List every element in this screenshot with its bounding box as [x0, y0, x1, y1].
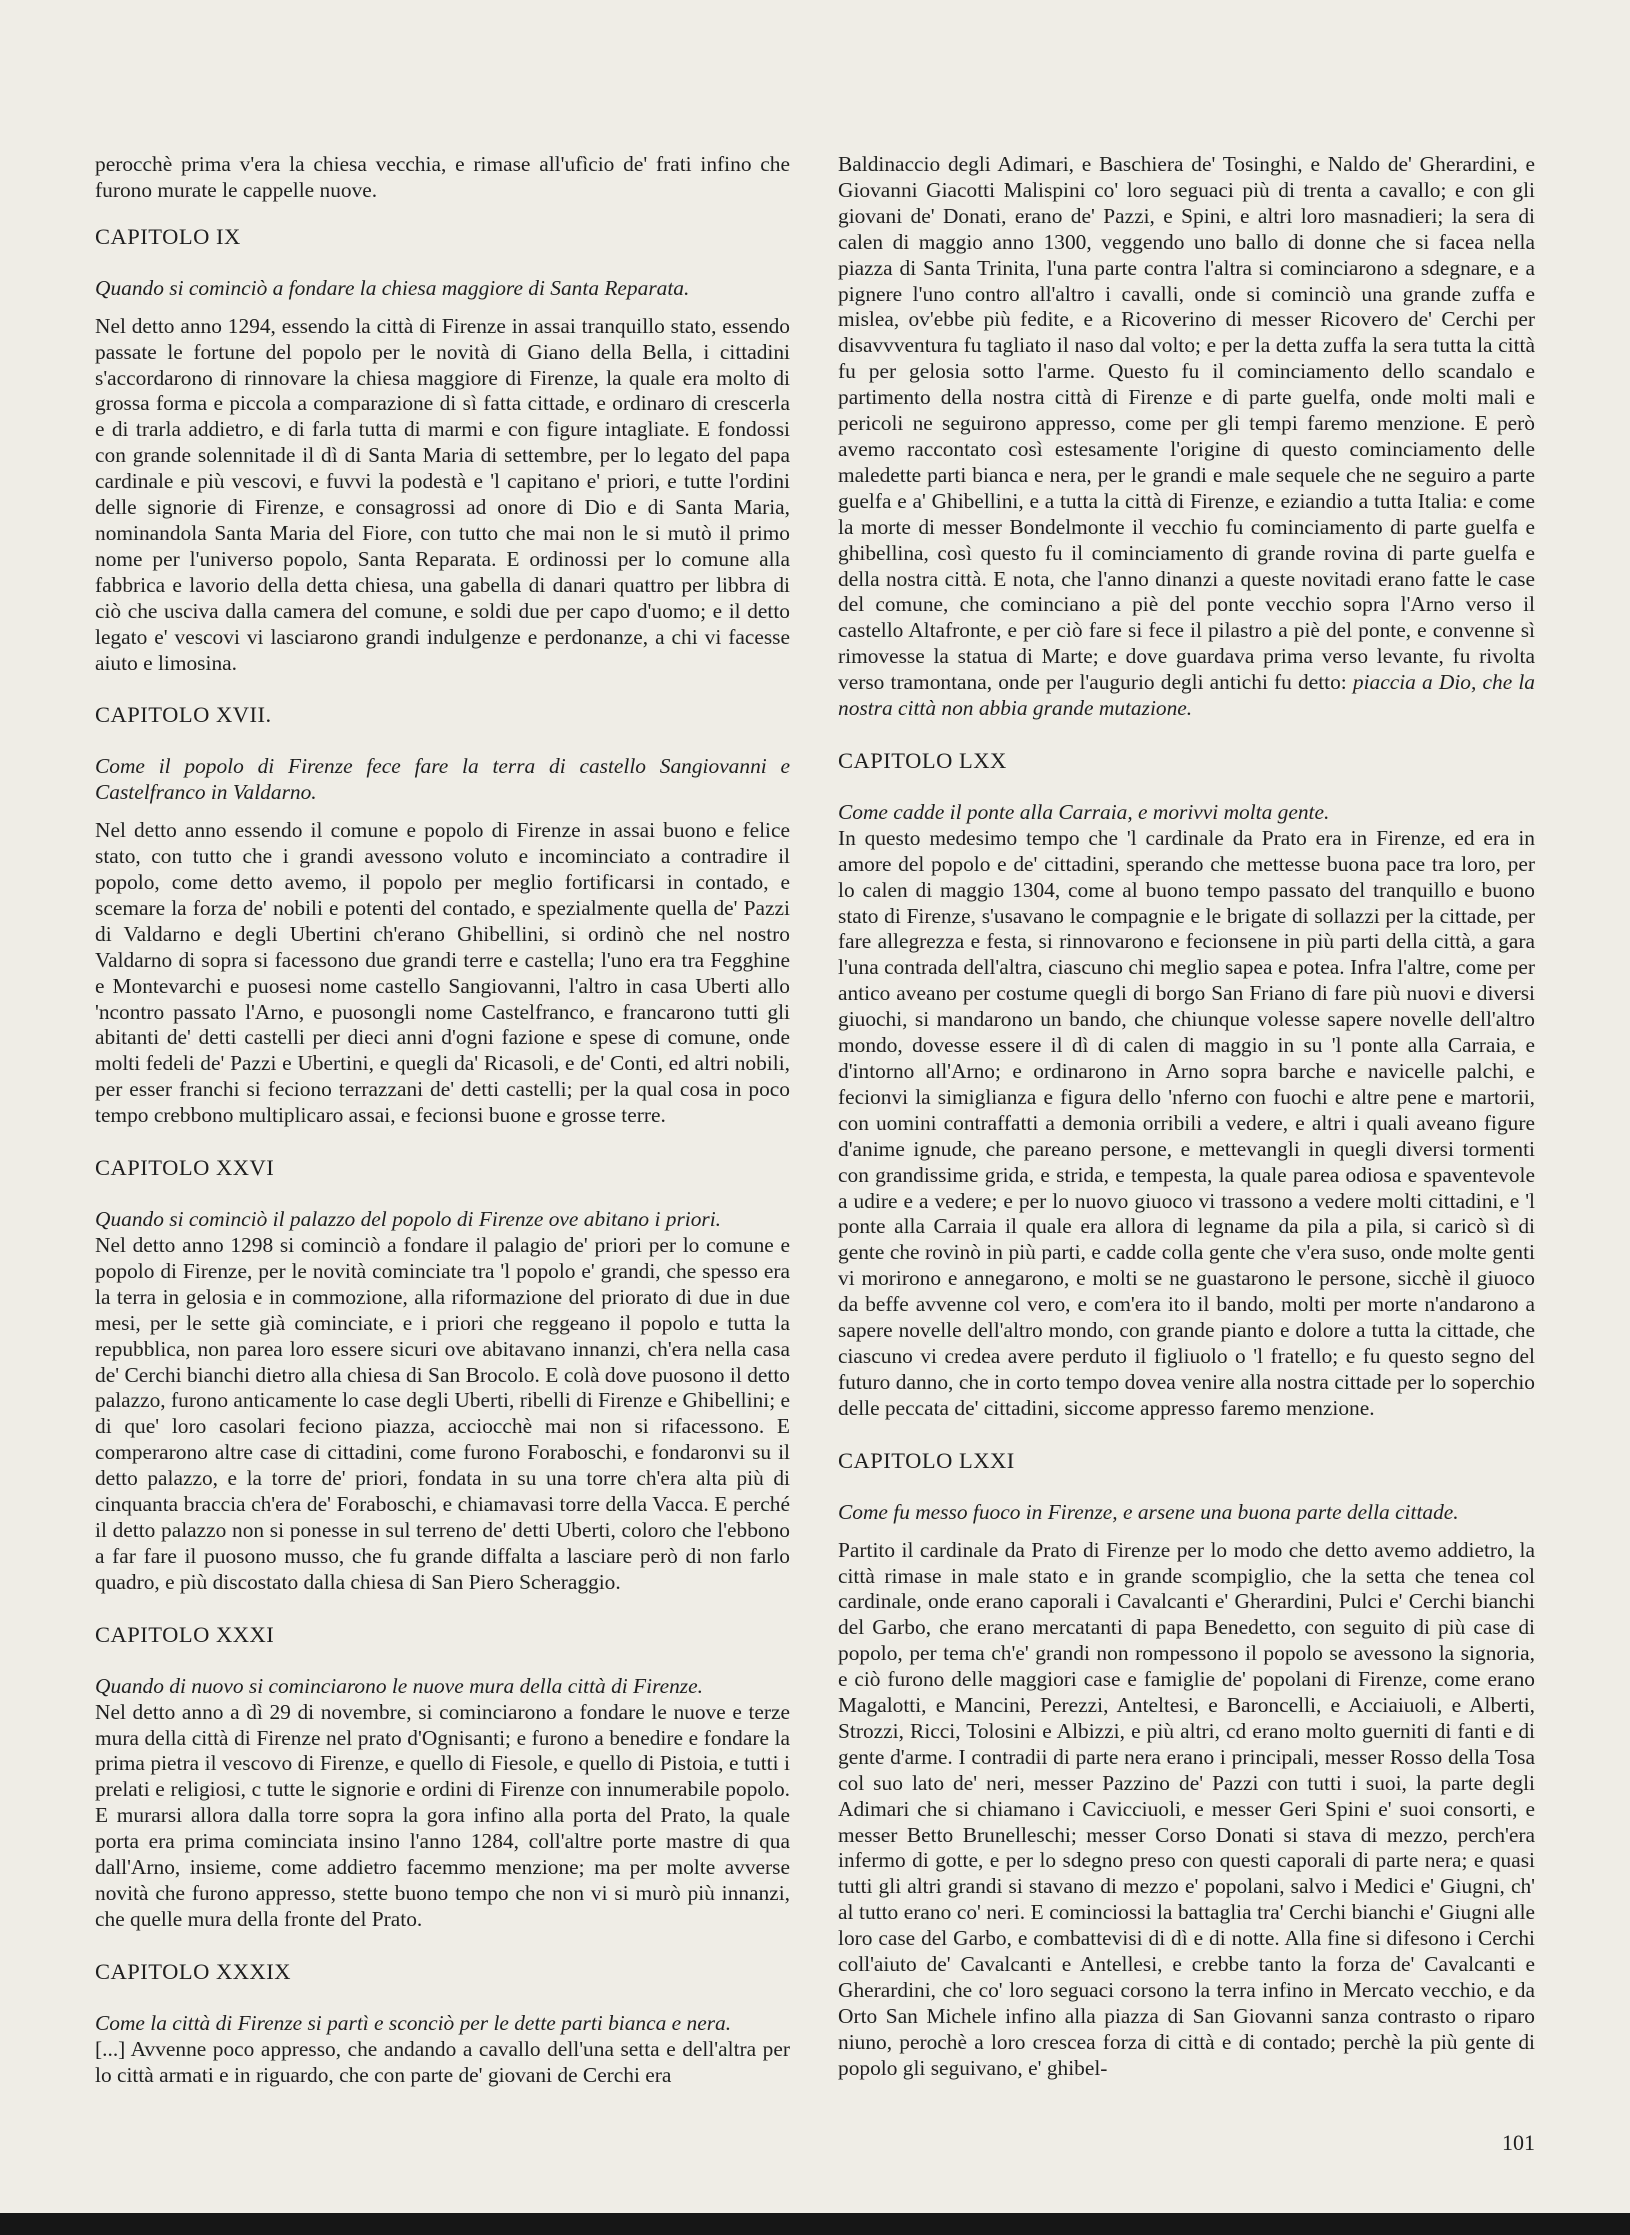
- chapter-31-text: Nel detto anno a dì 29 di novembre, si cominciarono a fondare le nuove e terze mura della città di Firenze nel prato d'Ognisanti; e furono a benedire e fondare la prima pietra il vescovo di Firenze, e quello di Fiesole, e quello di Pistoia, e tutti i prelati e religiosi, c tutte le signorie e ordini di Firenze con innumerabile popolo. E murarsi allora dalla torre sopra la gora infino alla porta del Prato, la quale porta era prima cominciata insino l'anno 1284, coll'altre porte mastre di qua dall'Arno, insieme, come addietro facemmo menzione; ma per molte avverse novità che furono appresso, stette buono tempo che non vi si murò più innanzi, che quelle mura della fronte del Prato.: [95, 1699, 790, 1931]
- continuation-italic-quote: piaccia a Dio, che la nostra città non abbia grande mutazione.: [838, 670, 1535, 721]
- chapter-9-title: CAPITOLO IX: [95, 223, 241, 249]
- chapter-71-title: CAPITOLO LXXI: [838, 1447, 1015, 1473]
- chapter-70-title: CAPITOLO LXX: [838, 747, 1007, 773]
- chapter-17-subtitle: Come il popolo di Firenze fece fare la terra di castello Sangiovanni e Castelfranco in Valdarno.: [95, 754, 790, 805]
- scan-edge: [0, 2213, 1630, 2235]
- chapter-70-text: In questo medesimo tempo che 'l cardinale da Prato era in Firenze, ed era in amore del popolo e de' cittadini, sperando che mettesse buona pace tra loro, per lo calen di maggio 1304, come al buono tempo passato del tranquillo e buono stato di Firenze, s'usavano le compagnie e le brigate di sollazzi per la cittade, per fare allegrezza e festa, si rinnovarono e fecionsene in più parti della città, a gara l'una contrada dell'altra, ciascuno chi meglio sapea e potea. Infra l'altre, come per antico aveano per costume quegli di borgo San Friano di fare più nuovi e diversi giuochi, si mandarono un bando, che chiunque volesse sapere novelle dell'altro mondo, dovesse essere il dì di calen di maggio in su 'l ponte alla Carraia, e d'intorno all'Arno; e ordinarono in Arno sopra barche e navicelle palchi, e fecionvi la simiglianza e figura dello 'nferno con fuochi e altre pene e martorii, con uomini contraffatti a demonia orribili a vedere, e altri i quali aveano figure d'anime ignude, che pareano persone, e mettevangli in quegli diversi tormenti con grandissime grida, e strida, e tempesta, la quale parea odiosa e spaventevole a udire e a vedere; e per lo nuovo giuoco vi trassono a vedere molti cittadini, e 'l ponte alla Carraia il quale era allora di legname da pila a pila, si caricò sì di gente che rovinò in più parti, e cadde colla gente che v'era suso, onde molte genti vi morirono e annegarono, e molti se ne guastarono le persone, sicchè il giuoco da beffe avvenne col vero, e com'era ito il bando, molti per morte n'andarono a sapere novelle dell'altro mondo, con grande pianto e dolore a tutta la cittade, che ciascuno vi credea avere perduto il figliuolo o 'l fratello; e fu questo segno del futuro danno, che in corto tempo dovea venire alla nostra cittade per lo soperchio delle peccata de' cittadini, siccome appresso faremo menzione.: [838, 825, 1535, 1420]
- chapter-39-text: [...] Avvenne poco appresso, che andando a cavallo dell'una setta e dell'altra per lo città armati e in riguardo, che con parte de' giovani de Cerchi era: [95, 2036, 790, 2087]
- left-column: [95, 152, 790, 2088]
- continuation-text: Baldinaccio degli Adimari, e Baschiera de' Tosinghi, e Naldo de' Gherardini, e Giovanni Giacotti Malispini co' loro seguaci più di trenta a cavallo; e con gli giovani de' Donati, erano de' Pazzi, e Spini, e altri loro masnadieri; la sera di calen di maggio anno 1300, veggendo uno ballo di donne che si facea nella piazza di Santa Trinita, l'una parte contra l'altra si cominciarono a sdegnare, e a pignere l'uno contro all'altro i cavalli, onde si cominciò una grande zuffa e mislea, ov'ebbe più fedite, e a Ricoverino di messer Ricovero de' Cerchi per disavvventura fu tagliato il naso dal volto; e per la detta zuffa la sera tutta la città fu per gelosia sotto l'arme. Questo fu il cominciamento dello scandalo e partimento della nostra città di Firenze e di parte guelfa, onde molti mali e pericoli ne seguirono appresso, come per gli tempi faremo menzione. E però avemo raccontato così estesamente l'origine di questo cominciamento delle maledette parti bianca e nera, per le grandi e male sequele che ne seguiro a parte guelfa e a' Ghibellini, e a tutta la città di Firenze, e eziandio a tutta Italia: e come la morte di messer Bondelmonte il vecchio fu cominciamento di parte guelfa e ghibellina, così questo fu il cominciamento di grande rovina di parte guelfa e della nostra città. E nota, che l'anno dinanzi a queste novitadi erano fatte le case del comune, che cominciano a piè del ponte vecchio sopra l'Arno verso il castello Altafronte, e per ciò fare si fece il pilastro a piè del ponte, e convenne sì rimovesse la statua di Marte; e dove guardava prima verso levante, fu rivolta verso tramontana, onde per l'augurio degli antichi fu detto:: [838, 152, 1535, 695]
- chapter-39-subtitle: Come la città di Firenze si partì e sconciò per le dette parti bianca e nera.: [95, 2010, 732, 2035]
- chapter-70-subtitle: Come cadde il ponte alla Carraia, e morivvi molta gente.: [838, 799, 1330, 824]
- chapter-71-subtitle: Come fu messo fuoco in Firenze, e arsene una buona parte della cittade.: [838, 1499, 1459, 1524]
- chapter-31-title: CAPITOLO XXXI: [95, 1621, 275, 1647]
- chapter-9-text: Nel detto anno 1294, essendo la città di Firenze in assai tranquillo stato, essendo passate le fortune del popolo per le novità di Giano della Bella, i cittadini s'accordarono di rinnovare la chiesa maggiore di Firenze, la quale era molto di grossa forma e piccola a comparazione di sì fatta cittade, e ordinaro di crescerla e di trarla addietro, e di farla tutta di marmi e con figure intagliate. E fondossi con grande solennitade il dì di Santa Maria di settembre, per lo legato del papa cardinale e più vescovi, e fuvvi la podestà e 'l capitano e' priori, e tutte l'ordini delle signorie di Firenze, e consagrossi ad onore di Dio e di Santa Maria, nominandola Santa Maria del Fiore, con tutto che mai non le si mutò il primo nome per l'universo popolo, Santa Reparata. E ordinossi per lo comune alla fabbrica e lavorio della detta chiesa, una gabella di danari quattro per libbra di ciò che usciva dalla camera del comune, e soldi due per capo d'uomo; e il detto legato e' vescovi vi lasciarono grandi indulgenze e perdonanze, a chi vi facesse aiuto e limosina.: [95, 313, 790, 675]
- page-number: 101: [1502, 2130, 1535, 2155]
- chapter-17-text: Nel detto anno essendo il comune e popolo di Firenze in assai buono e felice stato, con tutto che i grandi avessono voluto e incominciato a contradire il popolo, come detto avemo, il popolo per meglio fortificarsi in contado, e scemare la forza de' nobili e potenti del contado, e spezialmente quella de' Pazzi di Valdarno e degli Ubertini ch'erano Ghibellini, si ordinò che nel nostro Valdarno di sopra si facessono due grandi terre e castella; l'uno era tra Fegghine e Montevarchi e puosesi nome castello Sangiovanni, l'altro in casa Uberti allo 'ncontro passato l'Arno, e puosongli nome Castelfranco, e francarono tutti gli abitanti de' detti castelli per dieci anni d'ogni fazione e spese di comune, onde molti fedeli de' Pazzi e Ubertini, e quegli da' Ricasoli, e de' Conti, ed altri nobili, per esser franchi si fecionо terrazzani de' detti castelli; per la qual cosa in poco tempo crebbono multiplicaro assai, e fecionsi buone e grosse terre.: [95, 818, 790, 1128]
- chapter-71-text: Partito il cardinale da Prato di Firenze per lo modo che detto avemo addietro, la città rimase in male stato e in grande scompiglio, che la setta che tenea col cardinale, onde erano caporali i Cavalcanti e' Gherardini, Pulci e' Cerchi bianchi del Garbo, che erano mercatanti di papa Benedetto, con seguito di più case di popolo, per tema ch'e' grandi non rompessono il popolo se avessono la signoria, e ciò furono delle maggiori case e famiglie de' popolani di Firenze, come erano Magalotti, e Mancini, Perezzi, Anteltesi, e Baroncelli, e Acciaiuoli, e Alberti, Strozzi, Ricci, Tolosini e Albizzi, e più altri, cd erano molto guerniti di fanti e di gente d'arme. I contradii di parte nera erano i principali, messer Rosso della Tosa col suo lato de' neri, messer Pazzino de' Pazzi con tutti i suoi, la parte degli Adimari che si chiamano i Cavicciuoli, e messer Geri Spini e' suoi consorti, e messer Betto Brunelleschi; messer Corso Donati si stava di mezzo, perch'era infermo di gotte, e per lo sdegno preso con questi caporali di parte nera; e quasi tutti gli altri grandi si stavano di mezzo e' popolani, salvo i Medici e' Giugni, ch' al tutto erano co' neri. E cominciossi la battaglia tra' Cerchi bianchi e' Giugni alle loro case del Garbo, e combattevisi di dì e di notte. Alla fine si difesono i Cerchi coll'aiuto de' Cavalcanti e Antellesi, e crebbe tanto la forza de' Cavalcanti e Gherardini, che co' loro seguaci corsono la terra infino in Mercato vecchio, e da Orto San Michele infino alla piazza di San Giovanni sanza contrasto o riparo niuno, perochè a loro crescea forza di città e di contado; perchè la più gente di popolo gli seguivano, e' ghibel-: [838, 1537, 1535, 2080]
- right-column: [838, 152, 1535, 2082]
- chapter-9-subtitle: Quando si cominciò a fondare la chiesa maggiore di Santa Reparata.: [95, 275, 690, 300]
- chapter-17-title: CAPITOLO XVII.: [95, 702, 272, 728]
- chapter-26-text: Nel detto anno 1298 si cominciò a fondare il palagio de' priori per lo comune e popolo di Firenze, per le novità cominciate tra 'l popolo e' grandi, che spesso era la terra in gelosia e in commozione, alla riformazione del priorato di due in due mesi, per le sette già cominciate, e i priori che reggeano il popolo e tutta la repubblica, non parea loro essere sicuri ove abitavano innanzi, ch'era nella casa de' Cerchi bianchi dietro alla chiesa di San Brocolo. E colà dove puosono il detto palazzo, furono anticamente lo case degli Uberti, ribelli di Firenze e Ghibellini; e di que' loro casolari feciono piazza, acciocchè mai non si rifacessono. E comperarono altre case di cittadini, come furono Foraboschi, e fondaronvi su il detto palazzo, e la torre de' priori, fondata in su una torre ch'era alta più di cinquanta braccia ch'era de' Foraboschi, e chiamavasi torre della Vacca. E perché il detto palazzo non si ponesse in sul terreno de' detti Uberti, coloro che l'ebbono a far fare il puosono musso, che fu grande diffalta a lasciare però di non farlo quadro, e più discostato dalla chiesa di San Piero Scheraggio.: [95, 1233, 790, 1594]
- continuation-paragraph: [838, 152, 1535, 722]
- chapter-26-title: CAPITOLO XXVI: [95, 1155, 275, 1181]
- intro-paragraph: perocchè prima v'era la chiesa vecchia, e rimase all'ufìcio de' frati infino che furono murate le cappelle nuove.: [95, 152, 790, 202]
- chapter-39-title: CAPITOLO XXXIX: [95, 1958, 291, 1984]
- chapter-31-subtitle: Quando di nuovo si cominciarono le nuove mura della città di Firenze.: [95, 1673, 703, 1698]
- chapter-26-subtitle: Quando si cominciò il palazzo del popolo di Firenze ove abitano i priori.: [95, 1207, 722, 1232]
